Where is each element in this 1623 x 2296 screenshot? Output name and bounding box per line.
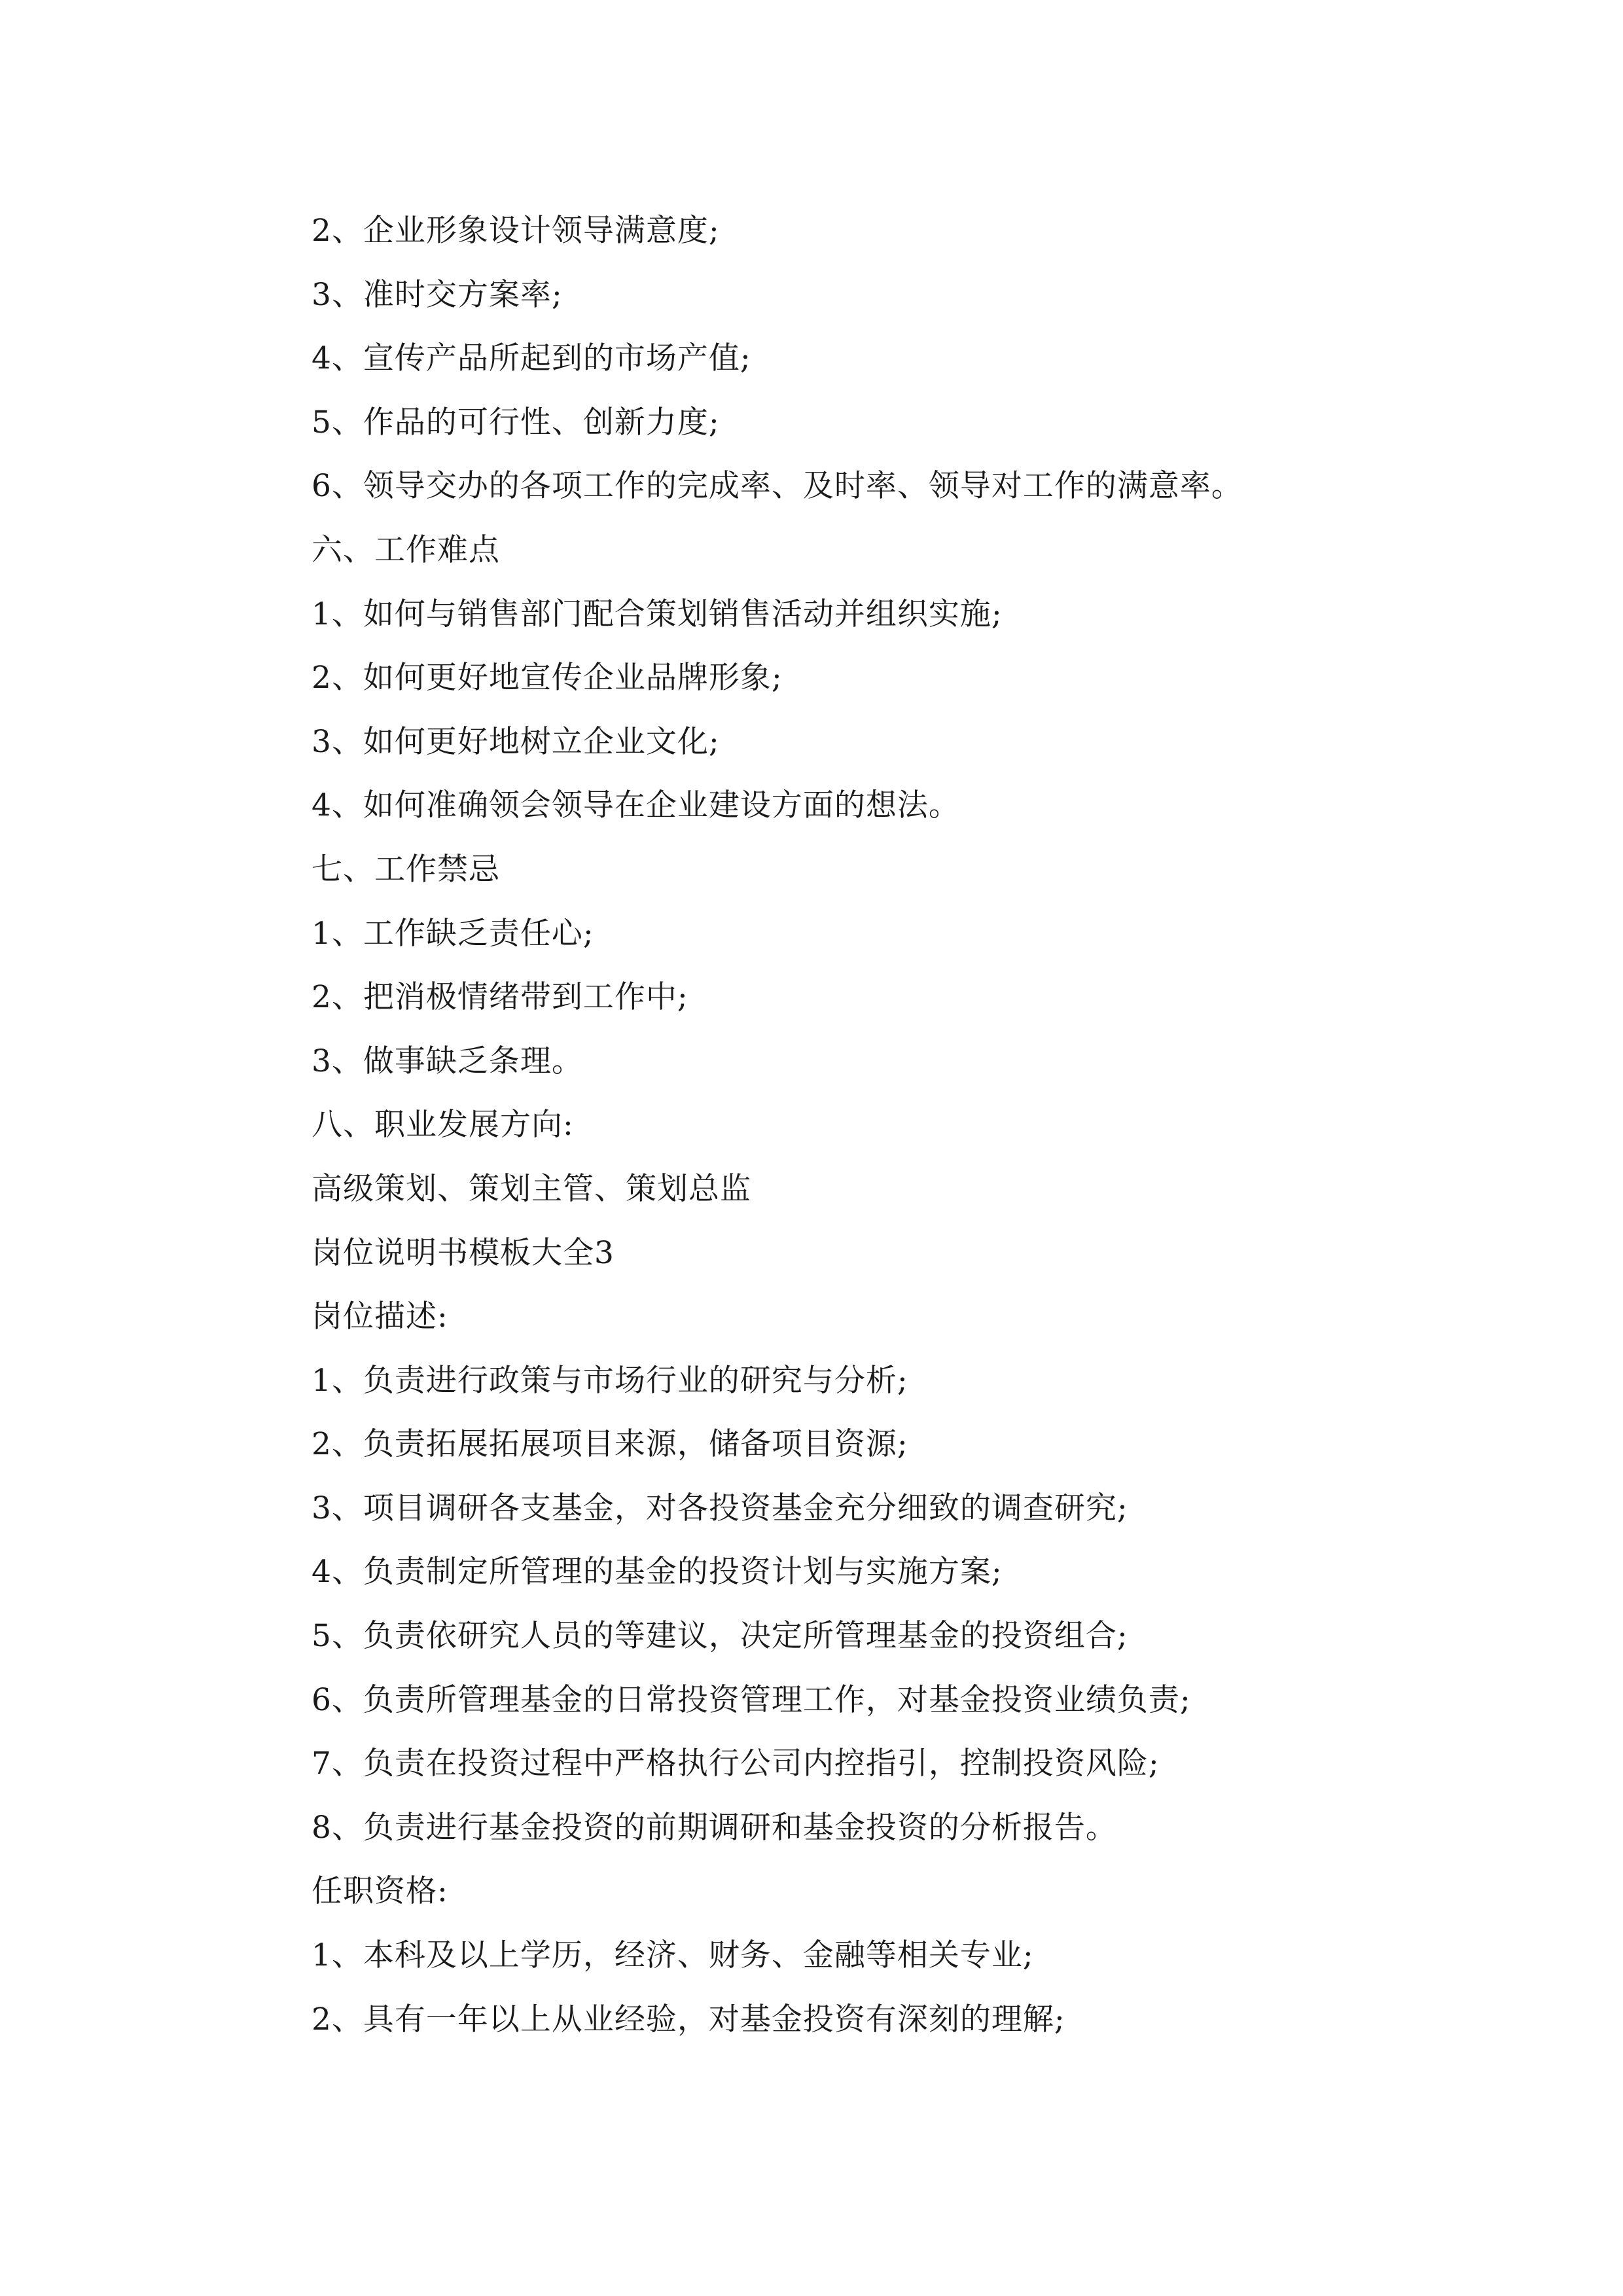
document-title-3: 岗位说明书模板大全3: [312, 1234, 615, 1271]
list-item: 1、如何与销售部门配合策划销售活动并组织实施;: [312, 596, 1003, 632]
list-item: 1、负责进行政策与市场行业的研究与分析;: [312, 1362, 908, 1399]
list-item: 3、项目调研各支基金，对各投资基金充分细致的调查研究;: [312, 1490, 1128, 1526]
section-heading-qualifications: 任职资格:: [312, 1873, 448, 1910]
list-item: 2、负责拓展拓展项目来源，储备项目资源;: [312, 1426, 908, 1463]
list-item-on-time-rate: 3、准时交方案率;: [312, 276, 563, 313]
list-item: 4、负责制定所管理的基金的投资计划与实施方案;: [312, 1554, 1003, 1590]
list-item-market-value: 4、宣传产品所起到的市场产值;: [312, 340, 751, 377]
section-heading-taboos: 七、工作禁忌: [312, 851, 500, 888]
list-item: 1、工作缺乏责任心;: [312, 915, 594, 952]
list-item: 7、负责在投资过程中严格执行公司内控指引，控制投资风险;: [312, 1746, 1160, 1782]
list-item: 2、具有一年以上从业经验，对基金投资有深刻的理解;: [312, 2001, 1065, 2037]
list-item: 1、本科及以上学历，经济、财务、金融等相关专业;: [312, 1937, 1034, 1974]
section-heading-difficulties: 六、工作难点: [312, 531, 500, 568]
career-path-text: 高级策划、策划主管、策划总监: [312, 1170, 751, 1207]
list-item: 3、如何更好地树立企业文化;: [312, 723, 720, 760]
list-item: 4、如何准确领会领导在企业建设方面的想法。: [312, 787, 960, 824]
list-item-completion-rate: 6、领导交办的各项工作的完成率、及时率、领导对工作的满意率。: [312, 468, 1243, 505]
list-item: 3、做事缺乏条理。: [312, 1043, 583, 1079]
section-heading-job-description: 岗位描述:: [312, 1299, 448, 1335]
list-item: 2、如何更好地宣传企业品牌形象;: [312, 660, 783, 696]
document-body: [312, 199, 1424, 2051]
list-item: 8、负责进行基金投资的前期调研和基金投资的分析报告。: [312, 1809, 1117, 1846]
list-item-satisfaction: 2、企业形象设计领导满意度;: [312, 213, 720, 249]
list-item: 2、把消极情绪带到工作中;: [312, 979, 688, 1016]
list-item: 5、负责依研究人员的等建议，决定所管理基金的投资组合;: [312, 1618, 1128, 1655]
list-item: 6、负责所管理基金的日常投资管理工作，对基金投资业绩负责;: [312, 1681, 1191, 1718]
list-item-feasibility: 5、作品的可行性、创新力度;: [312, 404, 720, 440]
section-heading-career: 八、职业发展方向:: [312, 1107, 574, 1143]
